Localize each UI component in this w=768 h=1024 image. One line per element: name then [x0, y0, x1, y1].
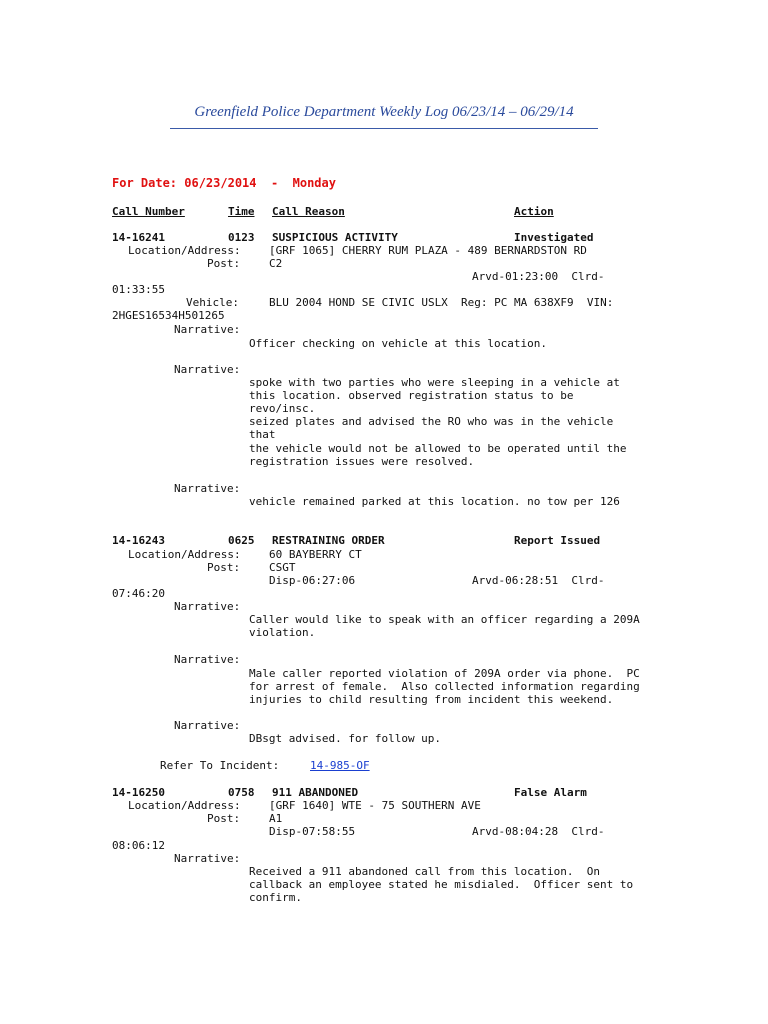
dispatch-time: Disp-07:58:55 — [269, 825, 356, 838]
post-value: C2 — [269, 257, 283, 270]
vehicle-value: BLU 2004 HOND SE CIVIC USLX Reg: PC MA 638XF9 VIN: — [269, 296, 614, 309]
narrative-line: the vehicle would not be allowed to be operated until the — [249, 442, 627, 455]
narrative-line: vehicle remained parked at this location. no tow per 126 — [249, 495, 620, 508]
call-reason: RESTRAINING ORDER — [272, 534, 385, 547]
call-action: Report Issued — [514, 534, 601, 547]
location-value: [GRF 1640] WTE - 75 SOUTHERN AVE — [269, 799, 481, 812]
arrived-cleared-times: Arvd-08:04:28 Clrd- — [472, 825, 605, 838]
call-action: False Alarm — [514, 786, 587, 799]
vehicle-label: Vehicle: — [186, 296, 239, 309]
narrative-label: Narrative: — [174, 600, 241, 613]
narrative-label: Narrative: — [174, 323, 241, 336]
narrative-line: for arrest of female. Also collected information regarding — [249, 680, 640, 693]
post-value: CSGT — [269, 561, 296, 574]
narrative-line: seized plates and advised the RO who was in the vehicle — [249, 415, 614, 428]
post-value: A1 — [269, 812, 283, 825]
narrative-line: DBsgt advised. for follow up. — [249, 732, 442, 745]
cleared-time-wrap: 07:46:20 — [112, 587, 165, 600]
location-value: 60 BAYBERRY CT — [269, 548, 362, 561]
narrative-line: spoke with two parties who were sleeping in a vehicle at — [249, 376, 620, 389]
cleared-time-wrap: 08:06:12 — [112, 839, 165, 852]
narrative-label: Narrative: — [174, 852, 241, 865]
narrative-label: Narrative: — [174, 653, 241, 666]
location-value: [GRF 1065] CHERRY RUM PLAZA - 489 BERNARDSTON RD — [269, 244, 587, 257]
post-label: Post: — [207, 812, 241, 825]
header-call-number: Call Number — [112, 205, 185, 218]
header-time: Time — [228, 205, 255, 218]
narrative-line: revo/insc. — [249, 402, 316, 415]
call-time: 0758 — [228, 786, 255, 799]
call-time: 0625 — [228, 534, 255, 547]
post-label: Post: — [207, 561, 241, 574]
arrived-cleared-times: Arvd-06:28:51 Clrd- — [472, 574, 605, 587]
narrative-line: callback an employee stated he misdialed. Officer sent to — [249, 878, 634, 891]
narrative-line: injuries to child resulting from incident this weekend. — [249, 693, 614, 706]
narrative-line: this location. observed registration status to be — [249, 389, 574, 402]
location-label: Location/Address: — [128, 799, 241, 812]
narrative-line: Received a 911 abandoned call from this location. On — [249, 865, 600, 878]
narrative-line: registration issues were resolved. — [249, 455, 475, 468]
vehicle-vin: 2HGES16534H501265 — [112, 309, 225, 322]
title-underline — [170, 128, 598, 129]
narrative-label: Narrative: — [174, 482, 241, 495]
call-action: Investigated — [514, 231, 594, 244]
call-reason: SUSPICIOUS ACTIVITY — [272, 231, 398, 244]
narrative-line: violation. — [249, 626, 316, 639]
arrived-cleared-times: Arvd-01:23:00 Clrd- — [472, 270, 605, 283]
narrative-line: that — [249, 428, 276, 441]
for-date-heading: For Date: 06/23/2014 - Monday — [112, 176, 336, 190]
call-number: 14-16241 — [112, 231, 165, 244]
refer-to-incident-label: Refer To Incident: — [160, 759, 280, 772]
cleared-time-wrap: 01:33:55 — [112, 283, 165, 296]
narrative-line: Caller would like to speak with an officer regarding a 209A — [249, 613, 640, 626]
narrative-line: Officer checking on vehicle at this location. — [249, 337, 548, 350]
incident-link[interactable]: 14-985-OF — [310, 759, 370, 772]
narrative-line: confirm. — [249, 891, 302, 904]
call-reason: 911 ABANDONED — [272, 786, 359, 799]
post-label: Post: — [207, 257, 241, 270]
call-number: 14-16243 — [112, 534, 165, 547]
narrative-label: Narrative: — [174, 363, 241, 376]
header-call-reason: Call Reason — [272, 205, 345, 218]
call-number: 14-16250 — [112, 786, 165, 799]
log-title: Greenfield Police Department Weekly Log 06/23/14 – 06/29/14 — [194, 104, 574, 120]
location-label: Location/Address: — [128, 548, 241, 561]
dispatch-time: Disp-06:27:06 — [269, 574, 356, 587]
narrative-line: Male caller reported violation of 209A order via phone. PC — [249, 667, 640, 680]
narrative-label: Narrative: — [174, 719, 241, 732]
call-time: 0123 — [228, 231, 255, 244]
location-label: Location/Address: — [128, 244, 241, 257]
header-action: Action — [514, 205, 554, 218]
